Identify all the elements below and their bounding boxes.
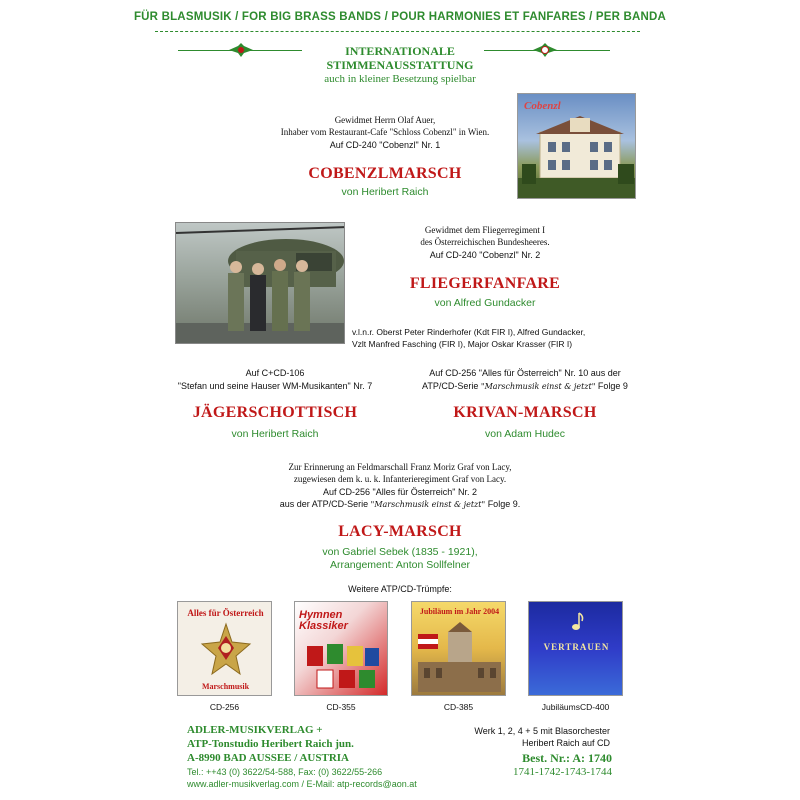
- lacy-composer-1: von Gabriel Sebek (1835 - 1921),: [322, 546, 478, 558]
- krivan-dedication-2: [400, 380, 650, 393]
- flieger-dedication-2: des Österreichischen Bundesheeres.: [420, 237, 550, 247]
- flieger-caption-2: Vzlt Manfred Fasching (FIR I), Major Oskar Krasser (FIR I): [352, 339, 573, 349]
- intro-line2: STIMMENAUSSTATTUNG: [326, 58, 474, 72]
- lacy-dedication-1: Zur Erinnerung an Feldmarschall Franz Moriz Graf von Lacy,: [288, 462, 512, 472]
- flieger-composer: von Alfred Gundacker: [434, 297, 536, 309]
- medal-icon: [200, 622, 252, 678]
- cd-256-label: CD-256: [209, 702, 240, 712]
- cd-400-label: JubiläumsCD-400: [541, 702, 610, 712]
- lacy-title: LACY-MARSCH: [338, 523, 462, 540]
- intro-line3: auch in kleiner Besetzung spielbar: [324, 73, 476, 85]
- flieger-dedication-1: Gewidmet dem Fliegerregiment I: [424, 225, 546, 235]
- footer-publisher-3: A-8990 BAD AUSSEE / AUSTRIA: [187, 752, 349, 764]
- cobenzl-cover-text: Cobenzl: [524, 100, 561, 112]
- header-tagline: FÜR BLASMUSIK / FOR BIG BRASS BANDS / POUR HARMONIES ET FANFARES / PER BANDA: [133, 11, 667, 23]
- footer-work-1: Werk 1, 2, 4 + 5 mit Blasorchester: [474, 726, 610, 736]
- krivan-composer: von Adam Hudec: [485, 428, 565, 440]
- cobenzl-dedication-1: Gewidmet Herrn Olaf Auer,: [334, 115, 436, 125]
- intro-line1: INTERNATIONALE: [345, 44, 455, 58]
- flieger-caption-1: v.l.n.r. Oberst Peter Rinderhofer (Kdt FIR I), Alfred Gundacker,: [352, 327, 586, 337]
- lacy-dedication-4: [220, 498, 580, 511]
- lacy-composer-2: Arrangement: Anton Sollfelner: [329, 559, 471, 571]
- lacy-series-name: "Marschmusik einst & jetzt": [370, 500, 486, 509]
- flieger-dedication-3: Auf CD-240 "Cobenzl" Nr. 2: [429, 250, 541, 260]
- cd-355-cover: [294, 601, 388, 696]
- cd-385-label: CD-385: [443, 702, 474, 712]
- coats-of-arms-icon: [303, 642, 383, 692]
- cd-400-cover: [528, 601, 623, 696]
- flieger-photo: [175, 222, 345, 344]
- jaeger-dedication-2: "Stefan und seine Hauser WM-Musikanten" Nr. 7: [177, 381, 373, 391]
- atp-emblem-icon: [532, 42, 558, 58]
- adler-emblem-icon: [228, 42, 254, 58]
- cobenzl-composer: von Heribert Raich: [341, 186, 429, 198]
- cd-256-cover: [177, 601, 272, 696]
- footer-numbers: 1741-1742-1743-1744: [513, 766, 612, 778]
- krivan-series-folge: Folge 9: [597, 381, 628, 391]
- cd-385-cover-title: Jubiläum im Jahr 2004: [419, 607, 500, 616]
- footer-contact-2[interactable]: www.adler-musikverlag.com / E-Mail: atp-records@aon.at: [187, 779, 417, 789]
- krivan-series-name: "Marschmusik einst & jetzt": [480, 382, 596, 391]
- cds-heading: Weitere ATP/CD-Trümpfe:: [348, 584, 452, 594]
- cd-256-cover-title: Alles für Österreich: [187, 608, 264, 618]
- cd-355-cover-title: Hymnen Klassiker: [299, 609, 348, 632]
- krivan-dedication-1: Auf CD-256 "Alles für Österreich" Nr. 10 aus der: [429, 368, 621, 378]
- flieger-title: FLIEGERFANFARE: [409, 275, 561, 292]
- cobenzl-dedication-3: Auf CD-240 "Cobenzl" Nr. 1: [329, 140, 441, 150]
- town-hall-icon: [418, 622, 501, 692]
- footer-contact-1: Tel.: ++43 (0) 3622/54-588, Fax: (0) 3622/55-266: [187, 767, 383, 777]
- lacy-dedication-3: Auf CD-256 "Alles für Österreich" Nr. 2: [323, 487, 477, 497]
- cd-355-label: CD-355: [326, 702, 356, 712]
- lacy-series-folge: Folge 9.: [487, 499, 521, 509]
- music-note-icon: [569, 612, 585, 632]
- cobenzl-title: COBENZLMARSCH: [308, 165, 462, 182]
- krivan-series-label: ATP/CD-Serie: [422, 381, 479, 391]
- cobenzl-cd-cover: [517, 93, 636, 199]
- cobenzl-dedication-2: Inhaber vom Restaurant-Cafe "Schloss Cobenzl" in Wien.: [280, 127, 490, 137]
- header-divider: [155, 31, 640, 32]
- cd-385-cover: [411, 601, 506, 696]
- jaeger-composer: von Heribert Raich: [231, 428, 319, 440]
- footer-order-number: Best. Nr.: A: 1740: [522, 751, 612, 765]
- footer-work-2: Heribert Raich auf CD: [521, 738, 610, 748]
- lacy-dedication-2: zugewiesen dem k. u. k. Infanterieregiment Graf von Lacy.: [293, 474, 507, 484]
- jaeger-dedication-1: Auf C+CD-106: [245, 368, 305, 378]
- footer-publisher-1: ADLER-MUSIKVERLAG +: [187, 724, 323, 736]
- jaeger-title: JÄGERSCHOTTISCH: [192, 404, 358, 421]
- cd-400-cover-title: VERTRAUEN: [543, 642, 610, 652]
- helicopter-group-image: [176, 223, 345, 344]
- krivan-title: KRIVAN-MARSCH: [453, 404, 597, 421]
- footer-publisher-2: ATP-Tonstudio Heribert Raich jun.: [187, 738, 354, 750]
- lacy-series-label: aus der ATP/CD-Serie: [279, 499, 369, 509]
- cd-256-cover-subtitle: Marschmusik: [201, 682, 250, 691]
